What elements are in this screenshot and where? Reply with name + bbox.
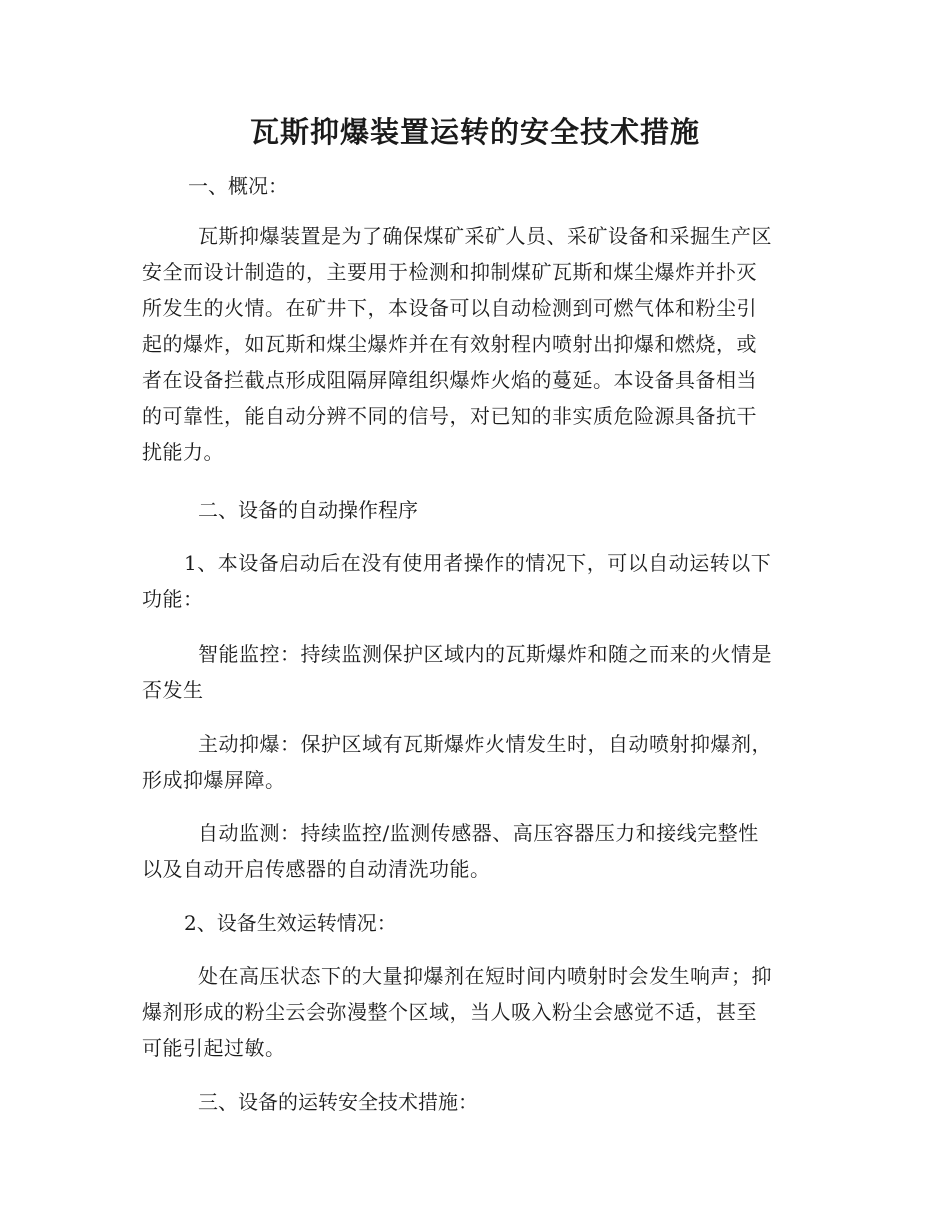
section-2-heading [198, 492, 418, 528]
item-2-heading-text: 2、设备生效运转情况： [184, 911, 397, 935]
item-1-paragraph [142, 545, 771, 617]
function-smart-monitoring [142, 636, 772, 708]
function-1-line-2: 否发生 [142, 678, 204, 702]
section-3-heading [198, 1084, 478, 1120]
effect-line-3: 可能引起过敏。 [142, 1036, 286, 1060]
overview-line-2: 安全而设计制造的，主要用于检测和抑制煤矿瓦斯和煤尘爆炸并扑灭 [142, 260, 757, 284]
function-2-line-1: 主动抑爆：保护区域有瓦斯爆炸火情发生时，自动喷射抑爆剂， [198, 732, 772, 756]
function-3-line-2: 以及自动开启传感器的自动清洗功能。 [142, 857, 491, 881]
overview-line-1: 瓦斯抑爆装置是为了确保煤矿采矿人员、采矿设备和采掘生产区 [198, 224, 772, 248]
overview-paragraph [142, 218, 772, 470]
operation-effect-paragraph [142, 958, 772, 1066]
section-3-heading-text: 三、设备的运转安全技术措施： [198, 1090, 478, 1114]
effect-line-2: 爆剂形成的粉尘云会弥漫整个区域，当人吸入粉尘会感觉不适，甚至 [142, 1000, 757, 1024]
section-2-heading-text: 二、设备的自动操作程序 [198, 498, 418, 522]
function-2-line-2: 形成抑爆屏障。 [142, 768, 286, 792]
overview-line-7: 扰能力。 [142, 440, 224, 464]
overview-line-5: 者在设备拦截点形成阻隔屏障组织爆炸火焰的蔓延。本设备具备相当 [142, 368, 757, 392]
document-title: 瓦斯抑爆装置运转的安全技术措施 [249, 115, 700, 149]
overview-line-3: 所发生的火情。在矿井下，本设备可以自动检测到可燃气体和粉尘引 [142, 296, 757, 320]
item-1-line-2: 功能： [142, 587, 204, 611]
function-active-suppression [142, 726, 772, 798]
overview-line-4: 起的爆炸，如瓦斯和煤尘爆炸并在有效射程内喷射出抑爆和燃烧，或 [142, 332, 757, 356]
overview-line-6: 的可靠性，能自动分辨不同的信号，对已知的非实质危险源具备抗干 [142, 404, 757, 428]
function-3-line-1: 自动监测：持续监控/监测传感器、高压容器压力和接线完整性 [198, 821, 759, 845]
function-1-line-1: 智能监控：持续监测保护区域内的瓦斯爆炸和随之而来的火情是 [198, 642, 772, 666]
effect-line-1: 处在高压状态下的大量抑爆剂在短时间内喷射时会发生响声；抑 [198, 964, 772, 988]
item-2-heading [184, 905, 397, 941]
function-auto-detection [142, 815, 759, 887]
section-1-heading [188, 168, 288, 204]
section-1-heading-text: 一、概况： [188, 174, 288, 198]
item-1-line-1: 1、本设备启动后在没有使用者操作的情况下，可以自动运转以下 [184, 551, 772, 575]
